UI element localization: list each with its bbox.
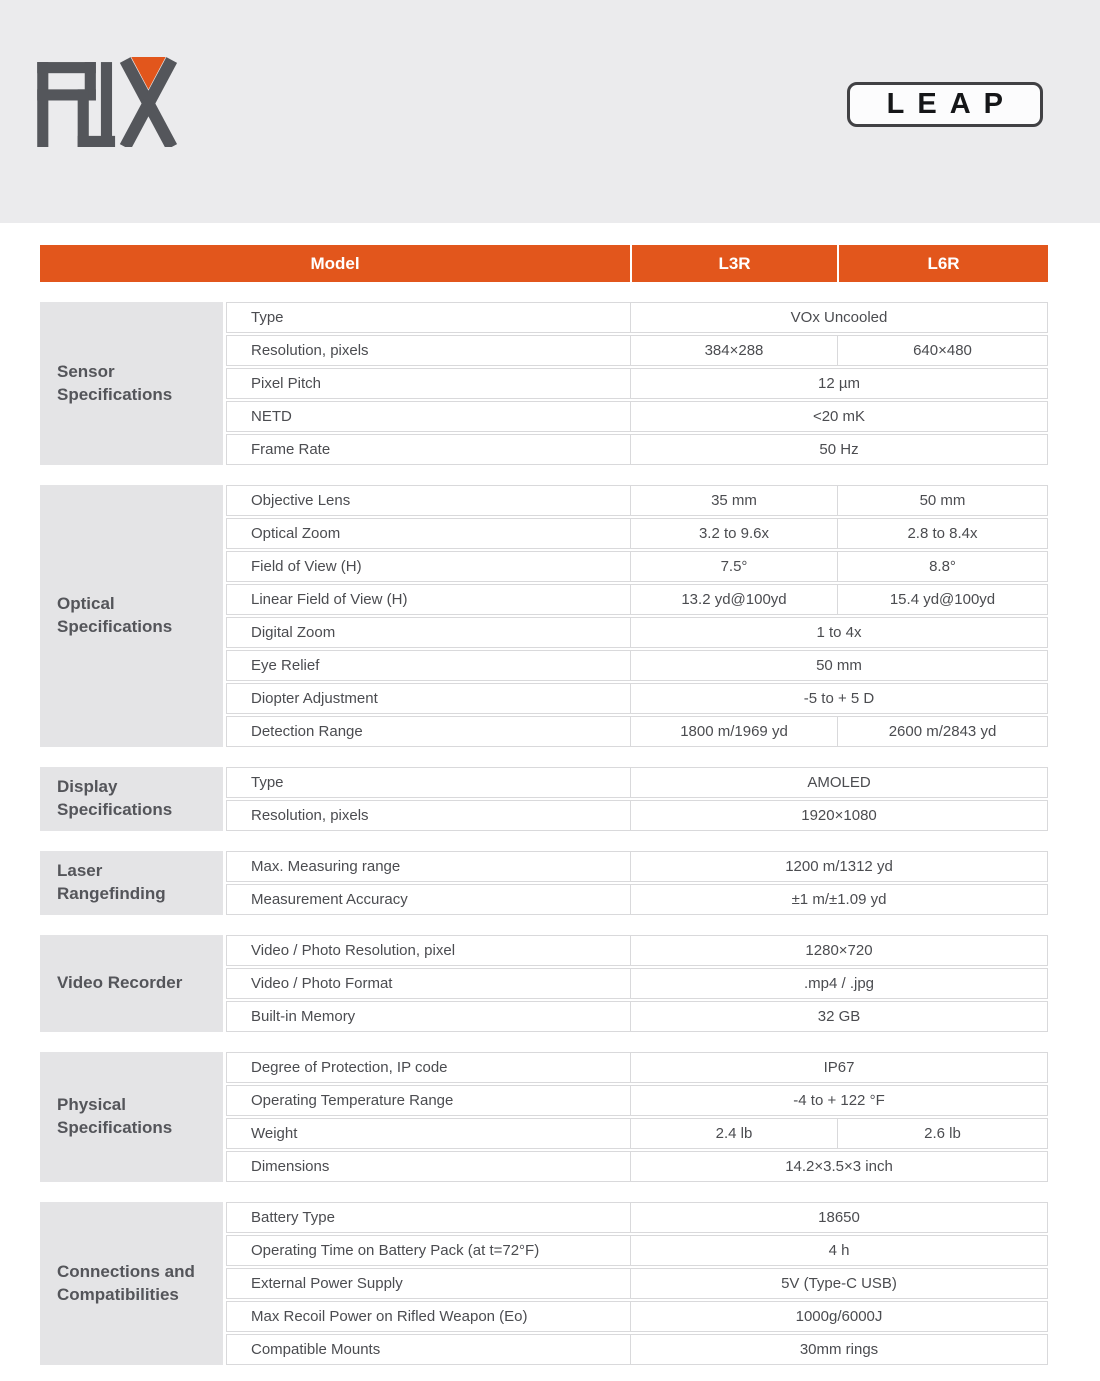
spec-section [40,485,1048,747]
spec-row [226,302,1048,333]
spec-attribute: Weight [227,1119,631,1148]
spec-row [226,617,1048,648]
section-rows [226,302,1048,465]
spec-section [40,1052,1048,1182]
section-rows [226,935,1048,1032]
column-header-l6r: L6R [837,245,1048,282]
spec-row [226,851,1048,882]
spec-value-shared: 30mm rings [799,1341,879,1358]
spec-attribute: Compatible Mounts [227,1335,631,1364]
section-label: Laser Rangefinding [40,851,223,915]
spec-value-shared: -4 to + 122 °F [793,1092,885,1109]
spec-value-l3r: 2.4 lb [715,1125,753,1142]
spec-row [226,335,1048,366]
spec-attribute: NETD [227,402,631,431]
spec-attribute: Degree of Protection, IP code [227,1053,631,1082]
spec-value-l6r: 50 mm [837,486,1047,515]
spec-row [226,1151,1048,1182]
spec-row [226,1235,1048,1266]
section-label: Optical Specifications [40,485,223,747]
spec-value-shared: -5 to + 5 D [803,690,875,707]
spec-attribute: Built-in Memory [227,1002,631,1031]
spec-row [226,518,1048,549]
spec-row [226,884,1048,915]
spec-attribute: Linear Field of View (H) [227,585,631,614]
spec-attribute: Dimensions [227,1152,631,1181]
column-header-l3r: L3R [630,245,837,282]
spec-attribute: Type [227,303,631,332]
spec-attribute: Detection Range [227,717,631,746]
spec-row [226,1118,1048,1149]
spec-attribute: Diopter Adjustment [227,684,631,713]
spec-attribute: Measurement Accuracy [227,885,631,914]
spec-attribute: Field of View (H) [227,552,631,581]
spec-value-shared: 18650 [818,1209,860,1226]
section-label: Display Specifications [40,767,223,831]
spec-value-shared: 50 mm [816,657,862,674]
spec-attribute: Digital Zoom [227,618,631,647]
spec-section [40,302,1048,465]
spec-section [40,851,1048,915]
spec-row [226,584,1048,615]
spec-value-shared: 14.2×3.5×3 inch [785,1158,893,1175]
section-rows [226,1202,1048,1365]
spec-table [40,245,1048,1365]
spec-value-shared: 50 Hz [819,441,859,458]
spec-attribute: Objective Lens [227,486,631,515]
spec-attribute: Eye Relief [227,651,631,680]
spec-value-l3r: 13.2 yd@100yd [681,591,787,608]
spec-attribute: Max Recoil Power on Rifled Weapon (Eo) [227,1302,631,1331]
spec-value-shared: 1000g/6000J [795,1308,883,1325]
spec-value-l3r: 1800 m/1969 yd [680,723,788,740]
spec-row [226,401,1048,432]
spec-row [226,1001,1048,1032]
spec-row [226,1268,1048,1299]
spec-attribute: Resolution, pixels [227,801,631,830]
spec-attribute: Pixel Pitch [227,369,631,398]
spec-value-l6r: 2.8 to 8.4x [837,519,1047,548]
spec-attribute: Max. Measuring range [227,852,631,881]
spec-value-shared: VOx Uncooled [790,309,888,326]
spec-value-shared: 1280×720 [805,942,873,959]
spec-row [226,650,1048,681]
spec-row [226,935,1048,966]
table-header-row [40,245,1048,282]
spec-row [226,485,1048,516]
spec-value-l6r: 15.4 yd@100yd [837,585,1047,614]
spec-value-shared: <20 mK [812,408,866,425]
spec-section [40,767,1048,831]
spec-section [40,935,1048,1032]
spec-value-shared: ±1 m/±1.09 yd [791,891,887,908]
spec-value-shared: 4 h [828,1242,850,1259]
spec-value-shared: 1200 m/1312 yd [785,858,893,875]
section-rows [226,851,1048,915]
spec-attribute: External Power Supply [227,1269,631,1298]
spec-value-shared: IP67 [823,1059,855,1076]
spec-value-shared: 5V (Type-C USB) [781,1275,897,1292]
leap-badge [847,82,1043,127]
spec-value-l6r: 8.8° [837,552,1047,581]
spec-row [226,434,1048,465]
spec-attribute: Optical Zoom [227,519,631,548]
spec-value-l3r: 7.5° [720,558,748,575]
section-label: Physical Specifications [40,1052,223,1182]
spec-row [226,767,1048,798]
spec-value-shared: AMOLED [807,774,871,791]
spec-attribute: Battery Type [227,1203,631,1232]
spec-attribute: Operating Temperature Range [227,1086,631,1115]
spec-row [226,1202,1048,1233]
spec-value-shared: 1920×1080 [801,807,877,824]
spec-attribute: Type [227,768,631,797]
spec-section [40,1202,1048,1365]
section-rows [226,485,1048,747]
rix-logo [37,56,179,147]
spec-value-shared: 1 to 4x [816,624,862,641]
spec-row [226,368,1048,399]
spec-attribute: Operating Time on Battery Pack (at t=72°F) [227,1236,631,1265]
spec-row [226,1052,1048,1083]
spec-sections [40,302,1048,1365]
section-rows [226,767,1048,831]
spec-row [226,1334,1048,1365]
spec-row [226,1085,1048,1116]
spec-row [226,1301,1048,1332]
spec-attribute: Video / Photo Resolution, pixel [227,936,631,965]
rix-logo-letters [37,62,115,147]
spec-value-shared: 12 µm [818,375,860,392]
spec-attribute: Resolution, pixels [227,336,631,365]
spec-value-l6r: 2.6 lb [837,1119,1047,1148]
section-label: Sensor Specifications [40,302,223,465]
spec-value-l6r: 2600 m/2843 yd [837,717,1047,746]
section-label: Video Recorder [40,935,223,1032]
top-banner [0,0,1100,223]
spec-value-l3r: 384×288 [704,342,764,359]
spec-attribute: Frame Rate [227,435,631,464]
spec-attribute: Video / Photo Format [227,969,631,998]
spec-row [226,968,1048,999]
spec-row [226,551,1048,582]
spec-value-shared: 32 GB [817,1008,861,1025]
spec-value-shared: .mp4 / .jpg [803,975,875,992]
spec-row [226,683,1048,714]
column-header-model: Model [310,253,360,273]
spec-value-l6r: 640×480 [837,336,1047,365]
spec-row [226,716,1048,747]
leap-badge-label: LEAP [886,88,1016,120]
section-label: Connections and Compatibilities [40,1202,223,1365]
spec-row [226,800,1048,831]
spec-value-l3r: 35 mm [711,492,757,509]
spec-value-l3r: 3.2 to 9.6x [698,525,770,542]
section-rows [226,1052,1048,1182]
